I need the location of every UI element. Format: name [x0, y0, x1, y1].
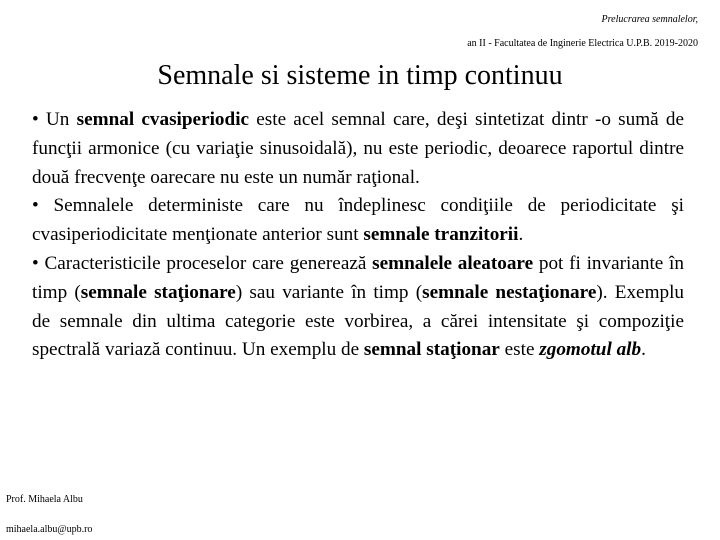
term-semnalele-aleatoare: semnalele aleatoare: [372, 252, 534, 274]
p3-g: ). Exemplu de semnale din ultima categorie este vorbirea, a cărei intensitate şi compoziţie spectrală variază continuu. Un exemplu de: [32, 281, 685, 361]
slide-title: Semnale si sisteme in timp continuu: [157, 60, 563, 91]
p3-k: .: [641, 339, 646, 361]
p3-e: ) sau variante în timp (: [235, 281, 423, 303]
p3-a: • Caracteristicile proceselor care generează: [32, 252, 373, 274]
header-course: Prelucrarea semnalelor,: [601, 14, 698, 25]
paragraph-transient: [32, 192, 684, 250]
p3-i: este: [499, 339, 540, 361]
p1-bullet: • Un: [32, 109, 77, 130]
header-faculty: an II - Facultatea de Inginerie Electrica U.P.B. 2019-2020: [467, 38, 698, 49]
p2-end: .: [518, 224, 524, 246]
term-semnale-nestationare: semnale nestaţionare: [422, 281, 597, 303]
term-zgomotul-alb: zgomotul alb: [539, 339, 642, 361]
term-semnal-stationar: semnal staţionar: [363, 339, 500, 361]
p1-rest: este acel semnal care, deşi sintetizat dintr -o sumă de funcţii armonice (cu variaţie sinusoidală), nu este periodic, deoarece raportul dintre două frecvenţe oarecare nu este un număr raţional.: [32, 109, 684, 188]
p2-text: • Semnalele deterministe care nu îndeplinesc condiţiile de periodicitate şi cvasiperiodicitate menţionate anterior sunt: [32, 195, 684, 246]
p3-c: pot fi invariante în timp (: [32, 252, 684, 303]
term-semnale-tranzitorii: semnale tranzitorii: [363, 224, 519, 246]
term-semnale-stationare: semnale staţionare: [80, 281, 236, 303]
footer-author: Prof. Mihaela Albu: [6, 494, 83, 505]
paragraph-quasiperiodic: [32, 106, 684, 192]
term-semnal-cvasiperiodic: semnal cvasiperiodic: [76, 109, 250, 130]
footer-email: mihaela.albu@upb.ro: [6, 524, 93, 535]
slide-body: [32, 106, 684, 365]
paragraph-random: [32, 250, 684, 365]
